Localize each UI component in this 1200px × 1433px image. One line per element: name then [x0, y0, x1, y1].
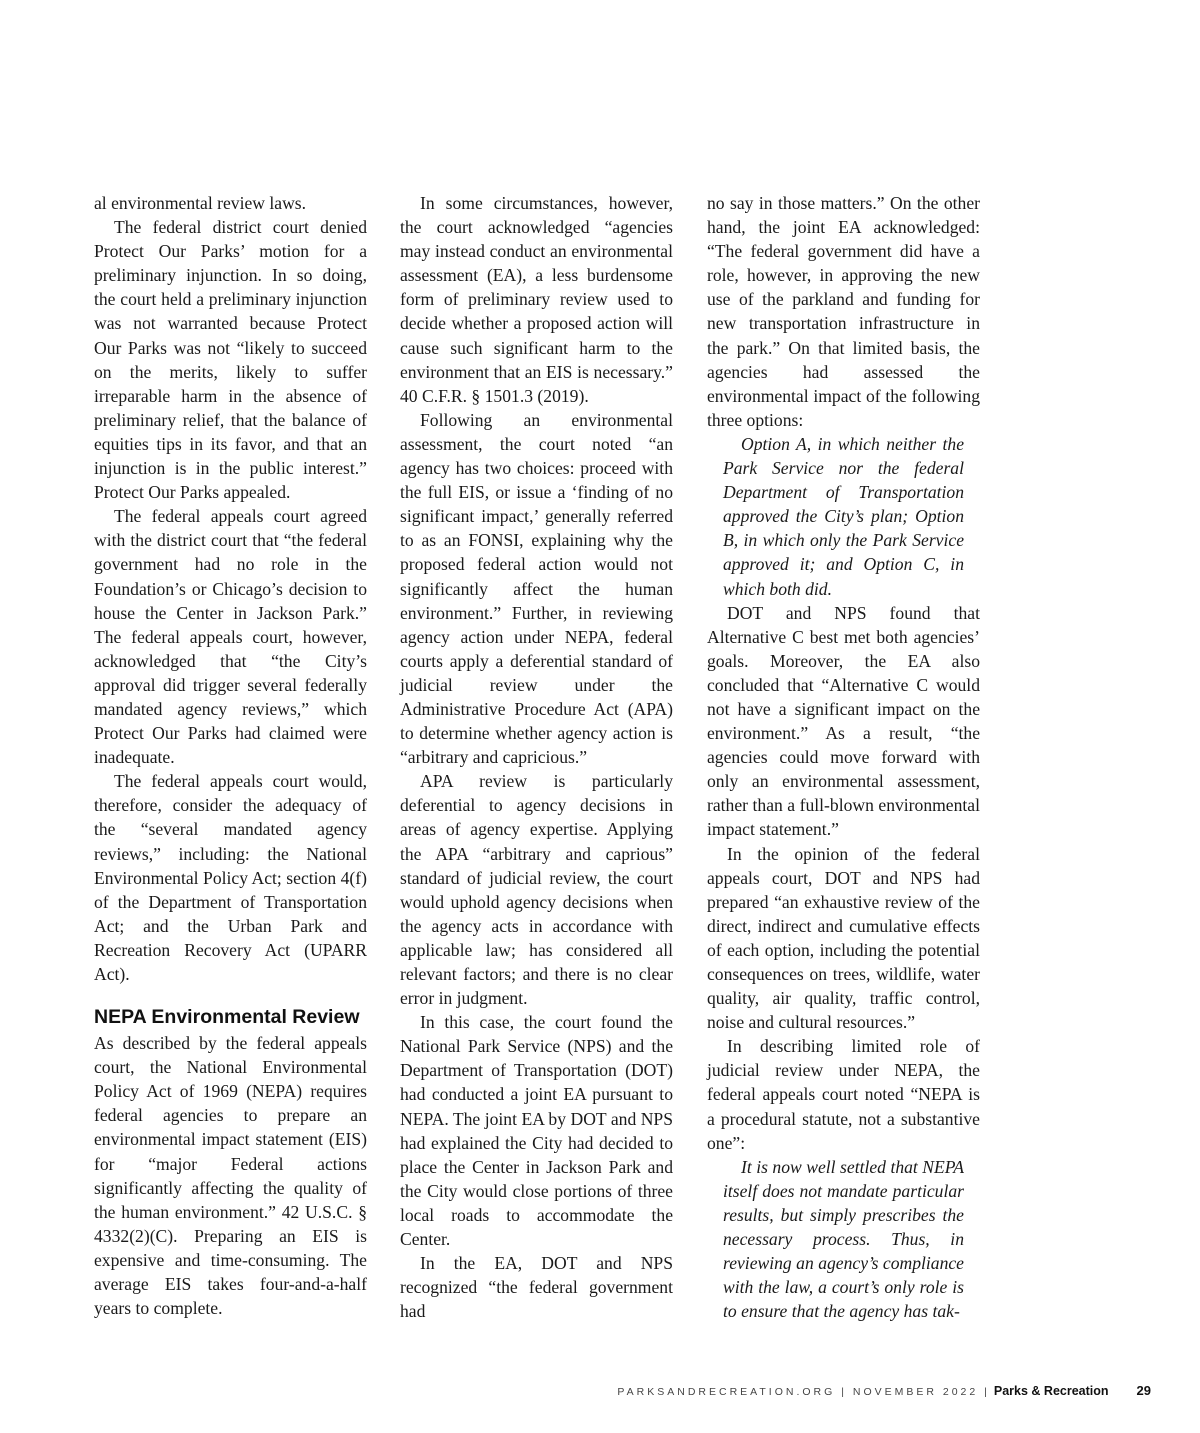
- paragraph: In describing limited role of judicial review under NEPA, the federal appeals court noted “NEPA is a procedural statute, not a substantive one”:: [707, 1036, 980, 1153]
- footer-magazine-title: Parks & Recreation: [993, 1384, 1109, 1398]
- block-quote: [707, 1155, 980, 1324]
- footer-site-date: PARKSANDRECREATION.ORG | NOVEMBER 2022 |: [617, 1386, 990, 1398]
- block-quote: [707, 432, 980, 601]
- paragraph: al environmental review laws.: [94, 193, 307, 213]
- paragraph: The federal district court denied Protect Our Parks’ motion for a preliminary injunction. In so doing, the court held a preliminary injunction was not warranted because Protect Our Parks was not “likely to succeed on the merits, likely to suffer irreparable harm in the absence of preliminary relief, that the balance of equities tips in its favor, and that an injunction is in the public interest.” Protect Our Parks appealed.: [94, 217, 367, 503]
- quote-text: It is now well settled that NEPA itself does not mandate particular results, but simply prescribes the necessary process. Thus, in reviewing an agency’s compliance with the law, a court’s only role is to ensure that the agency has tak-: [723, 1156, 964, 1322]
- paragraph: The federal appeals court agreed with the district court that “the federal government had no role in the Foundation’s or Chicago’s decision to house the Center in Jackson Park.” The federal appeals court, however, acknowledged that “the City’s approval did trigger several federally mandated agency reviews,” which Protect Our Parks had claimed were inadequate.: [94, 506, 367, 768]
- paragraph: The federal appeals court would, therefore, consider the adequacy of the “several mandated agency reviews,” including: the National Environmental Policy Act; section 4(f) of the Department of Transportation Act; and the Urban Park and Recreation Recovery Act (UPARR Act).: [94, 771, 367, 984]
- page-footer: [617, 1383, 1151, 1398]
- paragraph: Following an environmental assessment, the court noted “an agency has two choices: proceed with the full EIS, or issue a ‘finding of no significant impact,’ generally referred to as an FONSI, explaining why the proposed federal action would not significantly affect the human environment.” Further, in reviewing agency action under NEPA, federal courts apply a deferential standard of judicial review under the Administrative Procedure Act (APA) to determine whether agency action is “arbitrary and capricious.”: [400, 409, 673, 768]
- quote-text: Option A, in which neither the Park Service nor the federal Department of Transportation approved the City’s plan; Option B, in which only the Park Service approved it; and Option C, in which both did.: [723, 433, 964, 599]
- paragraph: DOT and NPS found that Alternative C best met both agencies’ goals. Moreover, the EA also concluded that “Alternative C would not have a significant impact on the environment.” As a result, “the agencies could move forward with only an environmental assessment, rather than a full-blown environmental impact statement.”: [707, 602, 980, 840]
- paragraph: As described by the federal appeals court, the National Environmental Policy Act of 1969 (NEPA) requires federal agencies to prepare an environmental impact statement (EIS) for “major Federal actions significantly affecting the quality of the human environment.” 42 U.S.C. § 4332(2)(C). Preparing an EIS is expensive and time-consuming. The average EIS takes four-and-a-half years to complete.: [94, 1033, 367, 1319]
- article-column-3: [707, 191, 980, 1323]
- paragraph: In this case, the court found the National Park Service (NPS) and the Department of Transportation (DOT) had conducted a joint EA pursuant to NEPA. The joint EA by DOT and NPS had explained the City had decided to place the Center in Jackson Park and the City would close portions of three local roads to accommodate the Center.: [400, 1012, 673, 1250]
- article-column-1: [94, 191, 367, 1320]
- page-number: 29: [1136, 1383, 1151, 1398]
- section-heading: NEPA Environmental Review: [94, 1006, 360, 1029]
- paragraph: In the opinion of the federal appeals court, DOT and NPS had prepared “an exhaustive review of the direct, indirect and cumulative effects of each option, including the potential consequences on trees, wildlife, water quality, air quality, traffic control, noise and cultural resources.”: [707, 843, 980, 1033]
- paragraph: In the EA, DOT and NPS recognized “the federal government had: [400, 1253, 673, 1322]
- article-column-2: [400, 191, 673, 1323]
- paragraph: APA review is particularly deferential to agency decisions in areas of agency expertise. Applying the APA “arbitrary and caprious” standard of judicial review, the court would uphold agency decisions when the agency acts in accordance with applicable law; has considered all relevant factors; and there is no clear error in judgment.: [400, 771, 673, 1009]
- paragraph: In some circumstances, however, the court acknowledged “agencies may instead conduct an environmental assessment (EA), a less burdensome form of preliminary review used to decide whether a proposed action will cause such significant harm to the environment that an EIS is necessary.” 40 C.F.R. § 1501.3 (2019).: [400, 193, 673, 406]
- paragraph: no say in those matters.” On the other hand, the joint EA acknowledged: “The federal government did have a role, however, in approving the new use of the parkland and funding for new transportation infrastructure in the park.” On that limited basis, the agencies had assessed the environmental impact of the following three options:: [707, 193, 980, 430]
